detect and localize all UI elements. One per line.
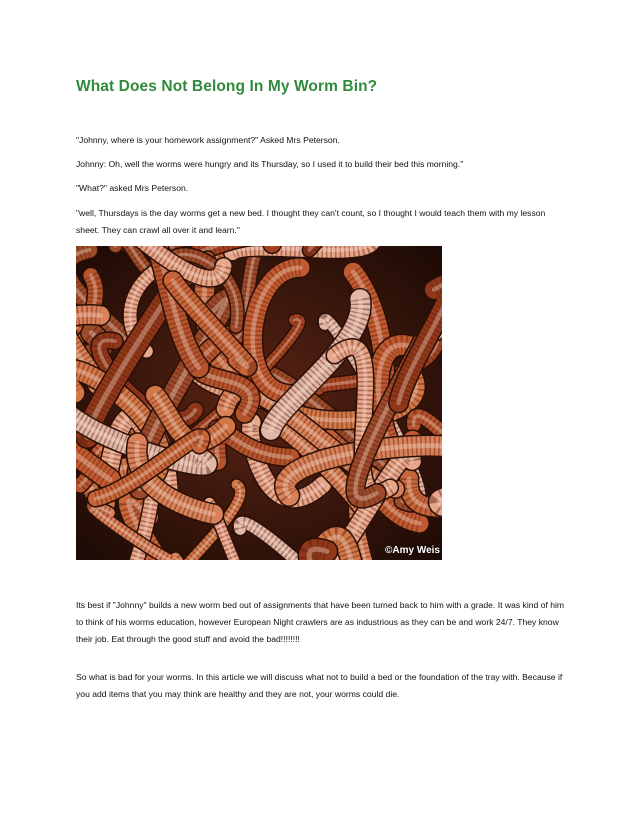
worms-illustration [76,246,442,560]
paragraph-advice: Its best if "Johnny" builds a new worm bed out of assignments that have been turned back to him with a grade. It was kind of him to think of his worms education, however European Night crawlers are as industrious as they can be and work 24/7. They know their job. Eat through the good stuff and avoid the bad!!!!!!!! [76,600,565,644]
paragraph-article-intro: So what is bad for your worms. In this article we will discuss what not to build a bed or the foundation of the tray with. Because if you add items that you may think are healthy and they are not, your worms could die. [76,672,563,699]
photo-credit: ©Amy Weis [385,545,440,556]
paragraph-johnny-explanation: "well, Thursdays is the day worms get a new bed. I thought they can't count, so I thought I would teach them with my lesson sheet. They can crawl all over it and learn." [76,208,546,235]
paragraph-johnny-answer: Johnny: Oh, well the worms were hungry and its Thursday, so I used it to build their bed this morning." [76,159,464,169]
worms-photo [76,246,442,560]
paragraph-teacher-question: "Johnny, where is your homework assignment?" Asked Mrs Peterson. [76,135,340,145]
paragraph-teacher-reply: "What?" asked Mrs Peterson. [76,183,189,193]
page-title: What Does Not Belong In My Worm Bin? [76,78,378,95]
